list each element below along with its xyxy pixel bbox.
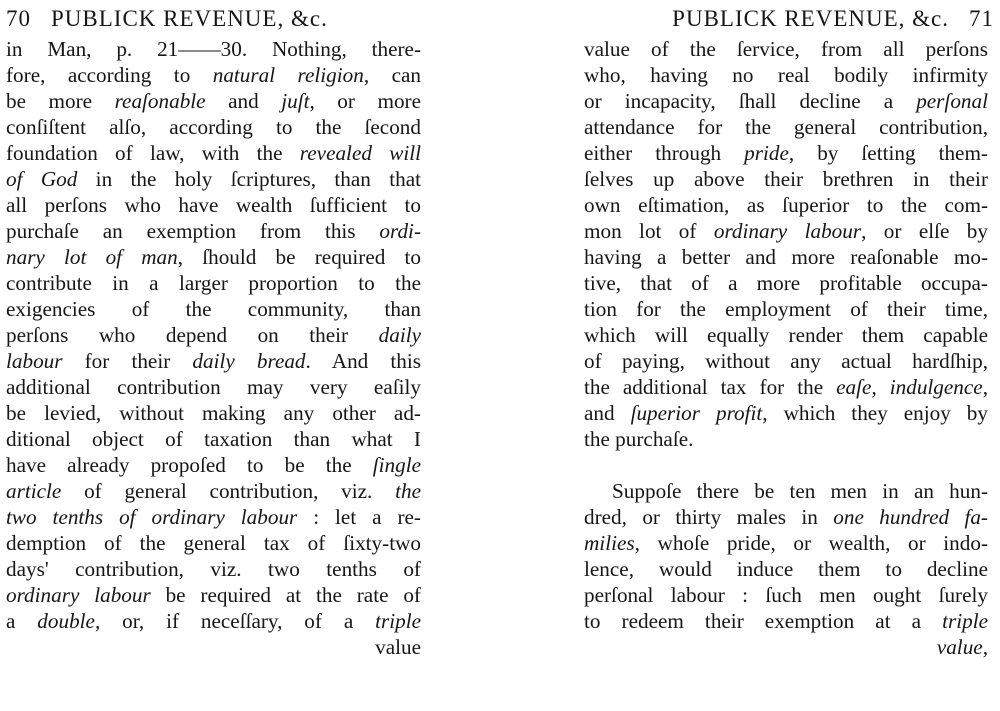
text-line: fore, according to natural religion, can <box>6 63 421 87</box>
text-line: tive, that of a more profitable occupa- <box>584 271 988 295</box>
text-line: all perſons who have wealth ſufficient to <box>6 193 421 217</box>
text-line: the purchaſe. <box>584 427 694 451</box>
text-line: own eſtimation, as ſuperior to the com- <box>584 193 988 217</box>
text-line: labour for their daily bread. And this <box>6 349 421 373</box>
text-line: ſelves up above their brethren in their <box>584 167 988 191</box>
right-running-head <box>672 6 994 32</box>
text-line: two tenths of ordinary labour : let a re- <box>6 505 421 529</box>
catchword: value <box>375 635 421 659</box>
text-line: tion for the employment of their time, <box>584 297 988 321</box>
text-line: have already propoſed to be the ſingle <box>6 453 421 477</box>
text-line: which will equally render them capable <box>584 323 988 347</box>
text-line: demption of the general tax of ſixty-two <box>6 531 421 555</box>
text-line: lence, would induce them to decline <box>584 557 988 581</box>
text-line: days' contribution, viz. two tenths of <box>6 557 421 581</box>
right-page-number: 71 <box>969 6 994 31</box>
text-line: attendance for the general contribution, <box>584 115 988 139</box>
paragraph-gap <box>584 452 988 478</box>
text-line: mon lot of ordinary labour, or elſe by <box>584 219 988 243</box>
text-line: dred, or thirty males in one hundred fa- <box>584 505 988 529</box>
text-line: contribute in a larger proportion to the <box>6 271 421 295</box>
text-line: of God in the holy ſcriptures, than that <box>6 167 422 191</box>
right-body-text <box>584 36 988 660</box>
text-line: be more reaſonable and juſt, or more <box>6 89 421 113</box>
text-line: be levied, without making any other ad- <box>6 401 421 425</box>
text-line: in Man, p. 21——30. Nothing, there- <box>6 37 421 61</box>
text-line: the additional tax for the eaſe, indulgence, <box>584 375 989 399</box>
text-line: to redeem their exemption at a triple <box>584 609 988 633</box>
text-line: Suppoſe there be ten men in an hun- <box>612 479 988 503</box>
right-running-title: PUBLICK REVENUE, &c. <box>672 6 949 31</box>
text-line: a double, or, if neceſſary, of a triple <box>6 609 421 633</box>
text-line: article of general contribution, viz. the <box>6 479 421 503</box>
text-line: foundation of law, with the revealed will <box>6 141 421 165</box>
text-line: nary lot of man, ſhould be required to <box>6 245 421 269</box>
text-line: perſons who depend on their daily <box>6 323 421 347</box>
text-line: ordinary labour be required at the rate of <box>6 583 421 607</box>
text-line: or incapacity, ſhall decline a perſonal <box>584 89 988 113</box>
text-line: perſonal labour : ſuch men ought ſurely <box>584 583 988 607</box>
text-line: either through pride, by ſetting them- <box>584 141 988 165</box>
catchword: value, <box>936 635 988 659</box>
text-line: who, having no real bodily infirmity <box>584 63 988 87</box>
text-line: conſiſtent alſo, according to the ſecond <box>6 115 421 139</box>
right-page <box>500 0 1000 711</box>
text-line: exigencies of the community, than <box>6 297 421 321</box>
left-body-text <box>6 36 421 660</box>
text-line: value of the ſervice, from all perſons <box>584 37 988 61</box>
left-page-number: 70 <box>6 6 31 31</box>
text-line: of paying, without any actual hardſhip, <box>584 349 988 373</box>
left-running-title: PUBLICK REVENUE, &c. <box>51 6 328 31</box>
text-line: ditional object of taxation than what I <box>6 427 421 451</box>
text-line: and ſuperior profit, which they enjoy by <box>584 401 988 425</box>
left-running-head <box>6 6 328 32</box>
text-line: additional contribution may very eaſily <box>6 375 421 399</box>
text-line: having a better and more reaſonable mo- <box>584 245 988 269</box>
text-line: milies, whoſe pride, or wealth, or indo- <box>584 531 988 555</box>
text-line: purchaſe an exemption from this ordi- <box>6 219 421 243</box>
